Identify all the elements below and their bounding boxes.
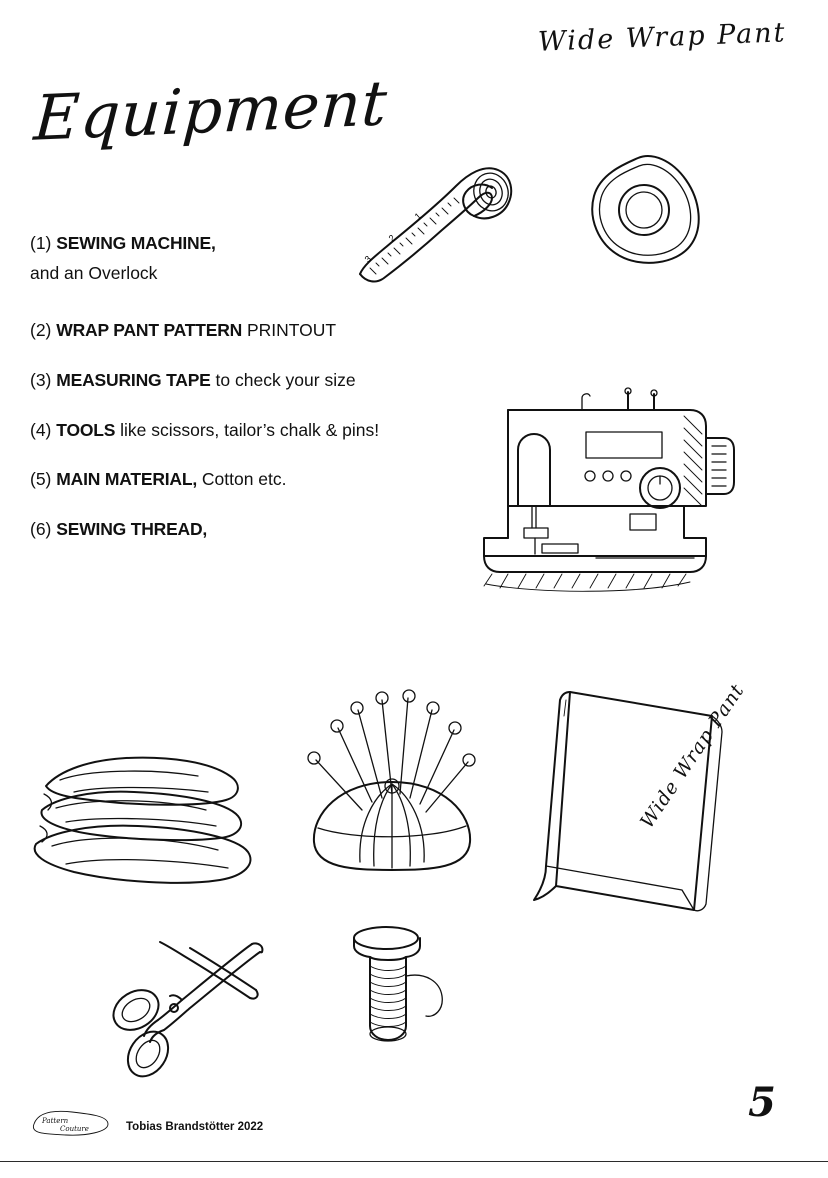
list-item-rest: PRINTOUT bbox=[242, 320, 337, 341]
list-item-strong: MEASURING TAPE bbox=[56, 369, 211, 390]
list-item-rest: to check your size bbox=[210, 369, 356, 390]
list-item-strong: SEWING THREAD, bbox=[56, 518, 208, 539]
footer-divider bbox=[0, 1161, 828, 1162]
list-item-number: (2) bbox=[30, 320, 52, 341]
list-item bbox=[30, 468, 470, 492]
list-item-subline: and an Overlock bbox=[30, 262, 158, 283]
svg-text:Couture: Couture bbox=[60, 1125, 89, 1133]
brand-logo bbox=[28, 1108, 114, 1138]
svg-text:Pattern: Pattern bbox=[42, 1117, 69, 1125]
bobbin-icon bbox=[580, 150, 710, 280]
svg-text:1: 1 bbox=[412, 210, 424, 222]
list-item-strong: WRAP PANT PATTERN bbox=[56, 320, 243, 341]
list-item-number: (5) bbox=[30, 469, 52, 490]
svg-text:2: 2 bbox=[386, 232, 398, 244]
list-item-number: (6) bbox=[30, 518, 52, 539]
sewing-machine-icon bbox=[478, 388, 758, 628]
document-running-title: Wide Wrap Pant bbox=[537, 17, 787, 58]
thread-spool-icon bbox=[330, 920, 480, 1070]
page-number: 5 bbox=[748, 1079, 776, 1126]
list-item-rest: Cotton etc. bbox=[197, 469, 287, 490]
list-item bbox=[30, 319, 470, 343]
list-item bbox=[30, 419, 470, 443]
list-item-strong: MAIN MATERIAL, bbox=[56, 469, 198, 490]
measuring-tape-icon bbox=[352, 142, 532, 292]
page-title: Equipment bbox=[31, 66, 390, 155]
pattern-printout-icon bbox=[516, 679, 749, 940]
scissors-icon bbox=[100, 938, 270, 1078]
pattern-printout-label: Wide Wrap Pant bbox=[636, 679, 749, 833]
svg-text:3: 3 bbox=[362, 253, 374, 265]
list-item-number: (4) bbox=[30, 419, 52, 440]
folded-fabric-icon bbox=[30, 740, 260, 910]
list-item-strong: TOOLS bbox=[56, 419, 116, 440]
list-item bbox=[30, 518, 470, 542]
footer-credit: Tobias Brandstötter 2022 bbox=[126, 1121, 264, 1133]
list-item-strong: SEWING MACHINE, bbox=[56, 233, 216, 253]
list-item-rest: like scissors, tailor’s chalk & pins! bbox=[115, 419, 380, 440]
pincushion-icon bbox=[296, 676, 486, 876]
list-item-number: (3) bbox=[30, 369, 52, 390]
list-item-number: (1) bbox=[30, 233, 52, 253]
list-item bbox=[30, 369, 470, 393]
